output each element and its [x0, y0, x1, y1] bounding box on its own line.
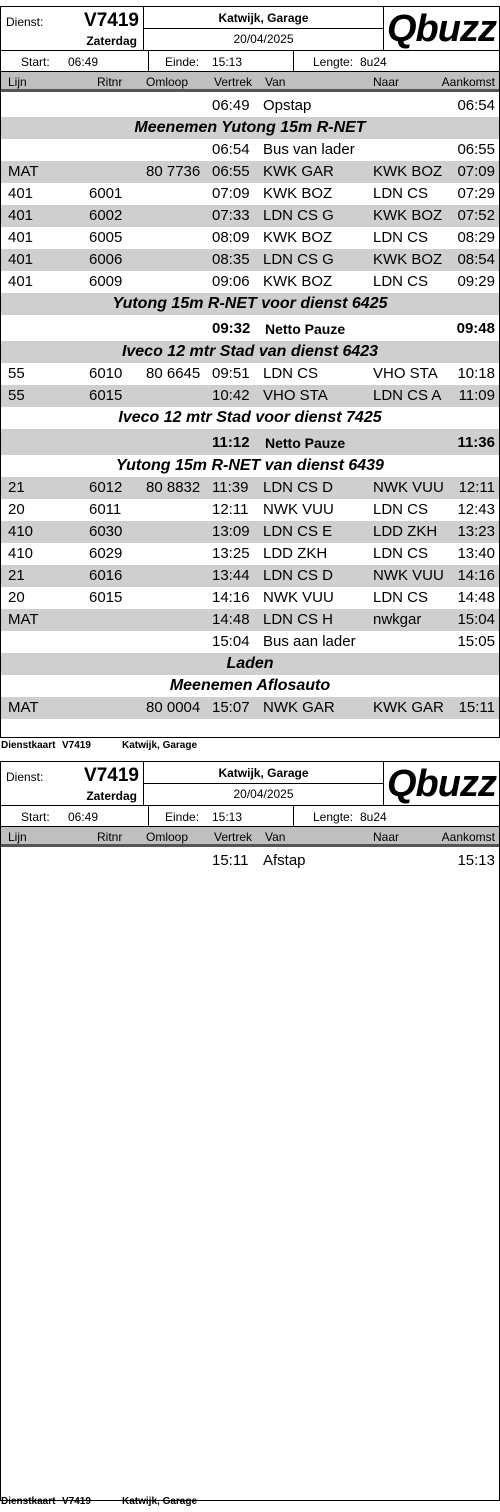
trip-row	[1, 565, 499, 587]
cell-van: KWK BOZ	[263, 273, 333, 290]
cell-ritnr: 6006	[89, 251, 123, 268]
cell-aankomst: 06:55	[457, 141, 495, 158]
cell-ritnr: 6011	[89, 501, 122, 518]
column-header-row	[1, 827, 499, 847]
einde-time: 15:13	[212, 810, 243, 824]
section-heading: Iveco 12 mtr Stad van dienst 6423	[121, 343, 379, 360]
header	[1, 7, 499, 51]
trip-row	[1, 587, 499, 609]
section-heading: Iveco 12 mtr Stad voor dienst 7425	[118, 409, 382, 426]
cell-vertrek: 12:11	[212, 501, 249, 518]
cell-aankomst: 13:40	[457, 545, 495, 562]
dienstkaart-page-2	[0, 755, 500, 1495]
cell-aankomst: 12:11	[458, 479, 495, 496]
lengte-label: Lengte:	[313, 55, 354, 69]
cell-van: Opstap	[263, 97, 312, 114]
cell-omloop: 80 8832	[146, 479, 201, 496]
trip-row	[1, 543, 499, 565]
footer-location: Katwijk, Garage	[122, 740, 198, 751]
cell-vertrek: 06:54	[212, 141, 250, 158]
location-name: Katwijk, Garage	[144, 762, 383, 784]
location-name: Katwijk, Garage	[144, 7, 383, 29]
cell-vertrek: 08:35	[212, 251, 250, 268]
section-heading: Meenemen Yutong 15m R-NET	[134, 119, 366, 136]
cell-aankomst: 06:54	[457, 97, 495, 114]
cell-lijn: 410	[8, 545, 34, 562]
trip-table	[1, 95, 499, 719]
pause-label: Netto Pauze	[265, 435, 346, 451]
header	[1, 762, 499, 806]
cell-naar: VHO STA	[373, 365, 438, 382]
lengte-label: Lengte:	[313, 810, 354, 824]
cell-vertrek: 07:33	[212, 207, 250, 224]
cell-naar: NWK VUU	[373, 567, 444, 584]
trip-row	[1, 697, 499, 719]
logo-cell	[384, 7, 499, 51]
dienst-label: Dienst:	[6, 15, 44, 29]
cell-lijn: 20	[8, 589, 25, 606]
qbuzz-logo: Qbuzz	[387, 8, 496, 50]
trip-row	[1, 363, 499, 385]
col-ritnr: Ritnr	[97, 830, 123, 844]
cell-van: LDN CS D	[263, 567, 334, 584]
section-heading-row	[1, 653, 499, 675]
trip-row	[1, 139, 499, 161]
cell-vertrek: 09:06	[212, 273, 250, 290]
footer-dienst: V7419	[62, 740, 91, 751]
day-label: Zaterdag	[86, 789, 137, 803]
cell-ritnr: 6029	[89, 545, 123, 562]
cell-vertrek: 06:49	[212, 97, 250, 114]
page-frame	[0, 6, 500, 738]
cell-van: KWK BOZ	[263, 185, 333, 202]
cell-van: NWK VUU	[263, 501, 334, 518]
cell-vertrek: 13:25	[212, 545, 250, 562]
cell-ritnr: 6015	[89, 387, 123, 404]
section-heading: Yutong 15m R-NET van dienst 6439	[116, 457, 384, 474]
einde-label: Einde:	[165, 55, 200, 69]
cell-van: KWK BOZ	[263, 229, 333, 246]
cell-lijn: 401	[8, 251, 34, 268]
cell-van: LDN CS	[263, 365, 319, 382]
cell-van: LDN CS H	[263, 611, 334, 628]
trip-row	[1, 271, 499, 293]
cell-van: VHO STA	[263, 387, 328, 404]
cell-naar: NWK VUU	[373, 479, 444, 496]
col-van: Van	[265, 75, 286, 89]
section-heading: Laden	[226, 655, 274, 672]
cell-ritnr: 6015	[89, 589, 123, 606]
cell-naar: KWK GAR	[373, 699, 444, 716]
trip-row	[1, 521, 499, 543]
section-heading: Meenemen Aflosauto	[169, 677, 331, 694]
cell-vertrek: 15:04	[212, 633, 250, 650]
col-van: Van	[265, 830, 286, 844]
location-cell	[144, 7, 384, 51]
cell-omloop: 80 6645	[146, 365, 201, 382]
lengte-value: 8u24	[360, 55, 387, 69]
cell-vertrek: 13:09	[212, 523, 250, 540]
cell-lijn: 401	[8, 185, 34, 202]
day-label: Zaterdag	[86, 34, 137, 48]
pause-row	[1, 429, 499, 455]
cell-vertrek: 09:51	[212, 365, 250, 382]
cell-vertrek: 07:09	[212, 185, 250, 202]
cell-van: NWK VUU	[263, 589, 334, 606]
cell-aankomst: 08:54	[457, 251, 495, 268]
footer-label: Dienstkaart	[1, 1496, 56, 1507]
cell-aankomst: 10:18	[457, 365, 495, 382]
cell-lijn: 21	[8, 567, 25, 584]
cell-naar: LDN CS A	[373, 387, 442, 404]
cell-lijn: MAT	[8, 611, 39, 628]
cell-lijn: 20	[8, 501, 25, 518]
section-heading-row	[1, 341, 499, 363]
cell-naar: LDN CS	[373, 589, 429, 606]
trip-row	[1, 631, 499, 653]
column-header-row	[1, 72, 499, 92]
pause-end: 09:48	[456, 320, 495, 337]
dienst-cell	[1, 7, 144, 51]
cell-lijn: 401	[8, 229, 34, 246]
cell-lijn: 21	[8, 479, 25, 496]
cell-vertrek: 15:07	[212, 699, 250, 716]
col-ritnr: Ritnr	[97, 75, 123, 89]
section-heading-row	[1, 293, 499, 315]
cell-vertrek: 15:11	[212, 852, 249, 869]
location-cell	[144, 762, 384, 806]
pause-label: Netto Pauze	[265, 321, 346, 337]
dienst-label: Dienst:	[6, 770, 44, 784]
dienstkaart-page-1	[0, 0, 500, 738]
cell-van: NWK GAR	[263, 699, 335, 716]
cell-vertrek: 13:44	[212, 567, 250, 584]
cell-vertrek: 10:42	[212, 387, 250, 404]
trip-row	[1, 205, 499, 227]
cell-ritnr: 6016	[89, 567, 123, 584]
section-heading-row	[1, 675, 499, 697]
trip-row	[1, 850, 499, 872]
logo-cell	[384, 762, 499, 806]
dienst-number: V7419	[84, 765, 139, 786]
cell-ritnr: 6010	[89, 365, 123, 382]
section-heading-row	[1, 117, 499, 139]
pause-end: 11:36	[457, 434, 495, 451]
trip-row	[1, 249, 499, 271]
cell-aankomst: 15:04	[457, 611, 495, 628]
cell-ritnr: 6001	[89, 185, 123, 202]
section-heading: Yutong 15m R-NET voor dienst 6425	[112, 295, 388, 312]
cell-vertrek: 06:55	[212, 163, 250, 180]
cell-ritnr: 6002	[89, 207, 123, 224]
trip-table	[1, 850, 499, 872]
cell-aankomst: 15:13	[457, 852, 495, 869]
page-frame	[0, 761, 500, 1501]
service-date: 20/04/2025	[233, 787, 294, 801]
col-vertrek: Vertrek	[214, 75, 253, 89]
service-date: 20/04/2025	[233, 32, 294, 46]
footer-label: Dienstkaart	[1, 740, 56, 751]
section-heading-row	[1, 407, 499, 429]
cell-van: Bus van lader	[263, 141, 355, 158]
trip-row	[1, 227, 499, 249]
shift-times-bar	[1, 806, 499, 827]
cell-van: Bus aan lader	[263, 633, 356, 650]
start-time: 06:49	[68, 55, 99, 69]
cell-omloop: 80 0004	[146, 699, 201, 716]
start-time: 06:49	[68, 810, 99, 824]
cell-aankomst: 15:05	[457, 633, 495, 650]
col-aankomst: Aankomst	[441, 830, 495, 844]
cell-vertrek: 14:48	[212, 611, 250, 628]
cell-naar: LDD ZKH	[373, 523, 438, 540]
cell-aankomst: 14:48	[457, 589, 495, 606]
col-omloop: Omloop	[146, 75, 189, 89]
cell-naar: KWK BOZ	[373, 207, 443, 224]
col-aankomst: Aankomst	[441, 75, 495, 89]
col-omloop: Omloop	[146, 830, 189, 844]
cell-lijn: 410	[8, 523, 34, 540]
col-naar: Naar	[373, 75, 400, 89]
col-naar: Naar	[373, 830, 400, 844]
lengte-value: 8u24	[360, 810, 387, 824]
einde-time: 15:13	[212, 55, 243, 69]
shift-times-bar	[1, 51, 499, 72]
cell-van: LDN CS G	[263, 251, 334, 268]
cell-lijn: 55	[8, 387, 25, 404]
cell-naar: LDN CS	[373, 185, 429, 202]
cell-ritnr: 6005	[89, 229, 123, 246]
cell-ritnr: 6030	[89, 523, 123, 540]
footer-location: Katwijk, Garage	[122, 1496, 198, 1507]
qbuzz-logo: Qbuzz	[387, 763, 496, 805]
dienst-cell	[1, 762, 144, 806]
cell-naar: KWK BOZ	[373, 251, 443, 268]
cell-van: LDD ZKH	[263, 545, 328, 562]
cell-ritnr: 6012	[89, 479, 123, 496]
cell-naar: LDN CS	[373, 501, 429, 518]
cell-lijn: 401	[8, 273, 34, 290]
cell-aankomst: 08:29	[457, 229, 495, 246]
cell-van: LDN CS E	[263, 523, 333, 540]
trip-row	[1, 385, 499, 407]
trip-row	[1, 477, 499, 499]
cell-vertrek: 14:16	[212, 589, 250, 606]
einde-label: Einde:	[165, 810, 200, 824]
cell-van: LDN CS D	[263, 479, 334, 496]
cell-van: LDN CS G	[263, 207, 334, 224]
section-heading-row	[1, 455, 499, 477]
cell-naar: nwkgar	[373, 611, 422, 628]
col-lijn: Lijn	[8, 75, 27, 89]
cell-aankomst: 09:29	[457, 273, 495, 290]
cell-aankomst: 13:23	[457, 523, 495, 540]
start-label: Start:	[21, 55, 50, 69]
pause-start: 11:12	[212, 434, 250, 451]
trip-row	[1, 183, 499, 205]
cell-lijn: MAT	[8, 699, 39, 716]
cell-omloop: 80 7736	[146, 163, 201, 180]
cell-vertrek: 08:09	[212, 229, 250, 246]
cell-naar: LDN CS	[373, 273, 429, 290]
cell-van: KWK GAR	[263, 163, 334, 180]
trip-row	[1, 95, 499, 117]
col-lijn: Lijn	[8, 830, 27, 844]
cell-aankomst: 07:52	[457, 207, 495, 224]
cell-aankomst: 15:11	[458, 699, 495, 716]
footer-dienst: V7419	[62, 1496, 91, 1507]
col-vertrek: Vertrek	[214, 830, 253, 844]
pause-row	[1, 315, 499, 341]
cell-aankomst: 12:43	[457, 501, 495, 518]
cell-naar: KWK BOZ	[373, 163, 443, 180]
cell-aankomst: 07:29	[457, 185, 495, 202]
pause-start: 09:32	[212, 320, 251, 337]
cell-aankomst: 11:09	[458, 387, 495, 404]
cell-vertrek: 11:39	[212, 479, 249, 496]
start-label: Start:	[21, 810, 50, 824]
trip-row	[1, 609, 499, 631]
trip-row	[1, 161, 499, 183]
cell-naar: LDN CS	[373, 545, 429, 562]
cell-lijn: 401	[8, 207, 34, 224]
cell-van: Afstap	[263, 852, 306, 869]
cell-aankomst: 07:09	[457, 163, 495, 180]
cell-lijn: MAT	[8, 163, 39, 180]
cell-aankomst: 14:16	[457, 567, 495, 584]
cell-naar: LDN CS	[373, 229, 429, 246]
cell-lijn: 55	[8, 365, 25, 382]
dienst-number: V7419	[84, 10, 139, 31]
trip-row	[1, 499, 499, 521]
cell-ritnr: 6009	[89, 273, 123, 290]
